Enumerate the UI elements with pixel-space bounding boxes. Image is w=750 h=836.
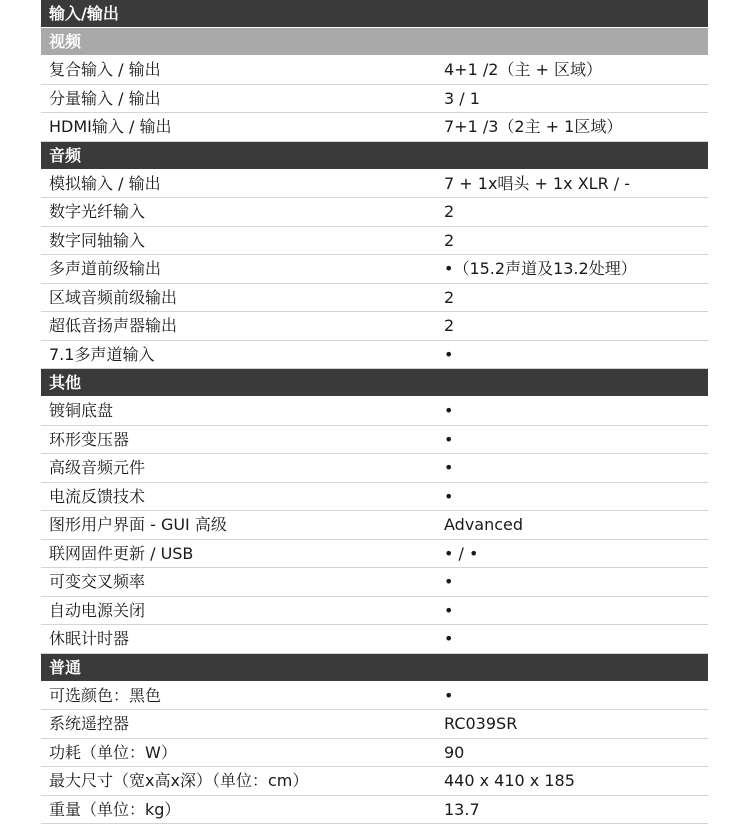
row-value: 90 xyxy=(444,742,465,762)
row-value: • xyxy=(444,629,454,648)
table-row xyxy=(41,483,708,512)
row-value: 7 + 1x唱头 + 1x XLR / - xyxy=(444,173,631,193)
table-row xyxy=(41,198,708,227)
row-value: • xyxy=(444,401,454,420)
spec-table xyxy=(41,0,708,824)
row-value: • xyxy=(444,572,454,591)
row-label: 数字同轴输入 xyxy=(49,230,146,250)
row-label: 7.1多声道输入 xyxy=(49,344,155,364)
row-value: 2 xyxy=(444,230,455,250)
row-label: 系统遥控器 xyxy=(49,714,130,733)
row-label: 可选颜色：黑色 xyxy=(49,685,162,705)
table-row xyxy=(41,739,708,768)
row-label: 区域音频前级输出 xyxy=(49,287,178,307)
row-value: 2 xyxy=(444,316,455,335)
table-row xyxy=(41,312,708,341)
table-row xyxy=(41,284,708,313)
row-value: • xyxy=(444,429,454,449)
row-label: 多声道前级输出 xyxy=(49,259,162,278)
table-row xyxy=(41,454,708,483)
table-row xyxy=(41,511,708,540)
row-value: •（15.2声道及13.2处理） xyxy=(444,259,637,278)
table-row xyxy=(41,227,708,256)
row-value: 3 / 1 xyxy=(444,88,480,108)
row-label: 图形用户界面 - GUI 高级 xyxy=(49,515,227,534)
row-label: 数字光纤输入 xyxy=(49,202,146,221)
table-row xyxy=(41,426,708,455)
row-value: • xyxy=(444,344,454,364)
row-value: 2 xyxy=(444,287,455,307)
row-value: 7+1 /3（2主 + 1区域） xyxy=(444,117,623,136)
section-header-video: 视频 xyxy=(41,28,708,56)
row-value: Advanced xyxy=(444,515,524,534)
row-label: 功耗（单位：W） xyxy=(49,742,177,762)
row-value: • xyxy=(444,486,454,506)
table-row xyxy=(41,397,708,426)
table-row xyxy=(41,597,708,626)
table-row xyxy=(41,682,708,711)
row-value: • / • xyxy=(444,543,479,563)
row-label: 自动电源关闭 xyxy=(49,600,146,620)
table-title: 输入/输出 xyxy=(41,0,708,28)
section-header-general: 普通 xyxy=(41,654,708,682)
table-row xyxy=(41,796,708,825)
row-label: 可变交叉频率 xyxy=(49,572,146,591)
row-label: 超低音扬声器输出 xyxy=(49,316,178,335)
table-row xyxy=(41,625,708,654)
row-label: 模拟输入 / 输出 xyxy=(49,173,161,193)
row-label: 联网固件更新 / USB xyxy=(49,543,194,563)
row-label: HDMI输入 / 输出 xyxy=(49,117,172,136)
row-value: 440 x 410 x 185 xyxy=(444,771,575,790)
row-label: 电流反馈技术 xyxy=(49,486,146,506)
row-label: 镀铜底盘 xyxy=(49,401,114,420)
row-label: 高级音频元件 xyxy=(49,458,146,477)
row-value: • xyxy=(444,600,454,620)
row-value: 13.7 xyxy=(444,799,480,819)
section-header-other: 其他 xyxy=(41,369,708,397)
row-value: 4+1 /2（主 + 区域） xyxy=(444,60,603,79)
table-row xyxy=(41,341,708,370)
row-value: • xyxy=(444,685,454,705)
table-row xyxy=(41,113,708,142)
row-label: 复合输入 / 输出 xyxy=(49,60,161,79)
table-row xyxy=(41,710,708,739)
table-row xyxy=(41,568,708,597)
table-row xyxy=(41,85,708,114)
section-header-audio: 音频 xyxy=(41,142,708,170)
row-label: 重量（单位：kg） xyxy=(49,799,181,819)
table-row xyxy=(41,540,708,569)
table-row xyxy=(41,255,708,284)
row-label: 环形变压器 xyxy=(49,429,130,449)
row-value: 2 xyxy=(444,202,455,221)
table-row xyxy=(41,170,708,199)
row-label: 最大尺寸（宽x高x深）（单位：cm） xyxy=(49,771,309,790)
row-value: • xyxy=(444,458,454,477)
row-label: 休眠计时器 xyxy=(49,629,130,648)
table-row xyxy=(41,767,708,796)
row-value: RC039SR xyxy=(444,714,518,733)
row-label: 分量输入 / 输出 xyxy=(49,88,161,108)
table-row xyxy=(41,56,708,85)
